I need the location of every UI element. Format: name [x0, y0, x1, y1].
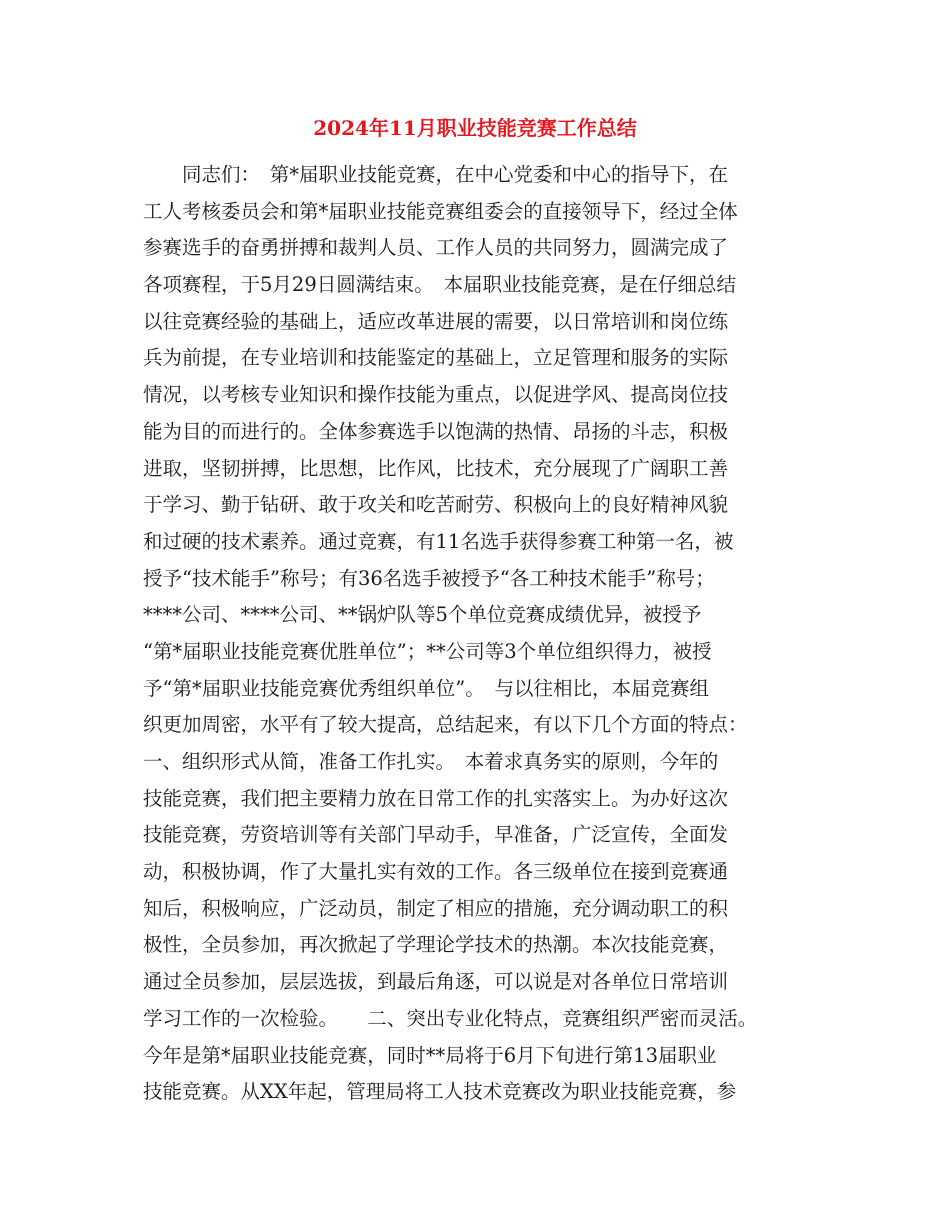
body-line: 能为目的而进行的。全体参赛选手以饱满的热情、昂扬的斗志，积极	[143, 419, 729, 443]
body-line: 以往竞赛经验的基础上，适应改革进展的需要，以日常培训和岗位练	[143, 309, 729, 333]
body-line: 技能竞赛。从XX年起，管理局将工人技术竞赛改为职业技能竞赛，参	[143, 1080, 737, 1104]
body-line: ****公司、****公司、**锅炉队等5个单位竞赛成绩优异，被授予	[143, 603, 702, 627]
body-line: 技能竞赛，我们把主要精力放在日常工作的扎实落实上。为办好这次	[143, 786, 729, 810]
body-line: 兵为前提，在专业培训和技能鉴定的基础上，立足管理和服务的实际	[143, 346, 729, 370]
document-title: 2024年11月职业技能竞赛工作总结	[313, 116, 637, 140]
body-line: 各项赛程，于5月29日圆满结束。 本届职业技能竞赛，是在仔细总结	[143, 273, 736, 297]
body-line: 情况，以考核专业知识和操作技能为重点，以促进学风、提高岗位技	[143, 383, 729, 407]
body-line: 予“第*届职业技能竞赛优秀组织单位”。 与以往相比，本届竞赛组	[143, 676, 709, 700]
body-line: 今年是第*届职业技能竞赛，同时**局将于6月下旬进行第13届职业	[143, 1043, 717, 1067]
body-line: 织更加周密，水平有了较大提高，总结起来，有以下几个方面的特点：	[143, 713, 748, 737]
body-line: 技能竞赛，劳资培训等有关部门早动手，早准备，广泛宣传，全面发	[143, 823, 729, 847]
body-line: “第*届职业技能竞赛优胜单位”；**公司等3个单位组织得力，被授	[143, 639, 712, 663]
body-line: 学习工作的一次检验。 二、突出专业化特点，竞赛组织严密而灵活。	[143, 1006, 758, 1030]
body-line: 一、组织形式从简，准备工作扎实。 本着求真务实的原则，今年的	[143, 750, 719, 773]
body-line: 于学习、勤于钻研、敢于攻关和吃苦耐劳、积极向上的良好精神风貌	[143, 493, 729, 517]
body-line: 进取，坚韧拼搏，比思想，比作风，比技术，充分展现了广阔职工善	[143, 456, 729, 480]
body-line: 授予“技术能手”称号；有36名选手被授予“各工种技术能手”称号；	[143, 566, 715, 590]
document-body	[143, 157, 811, 1111]
body-line: 和过硬的技术素养。通过竞赛，有11名选手获得参赛工种第一名，被	[143, 529, 734, 553]
body-line: 通过全员参加，层层选拔，到最后角逐，可以说是对各单位日常培训	[143, 970, 729, 994]
body-line: 极性，全员参加，再次掀起了学理论学技术的热潮。本次技能竞赛，	[143, 933, 729, 957]
body-line: 同志们： 第*届职业技能竞赛，在中心党委和中心的指导下，在	[143, 163, 729, 186]
body-line: 参赛选手的奋勇拼搏和裁判人员、工作人员的共同努力，圆满完成了	[143, 236, 729, 260]
body-line: 知后，积极响应，广泛动员，制定了相应的措施，充分调动职工的积	[143, 896, 729, 920]
body-line: 动，积极协调，作了大量扎实有效的工作。各三级单位在接到竞赛通	[143, 860, 729, 884]
body-line: 工人考核委员会和第*届职业技能竞赛组委会的直接领导下，经过全体	[143, 199, 738, 223]
